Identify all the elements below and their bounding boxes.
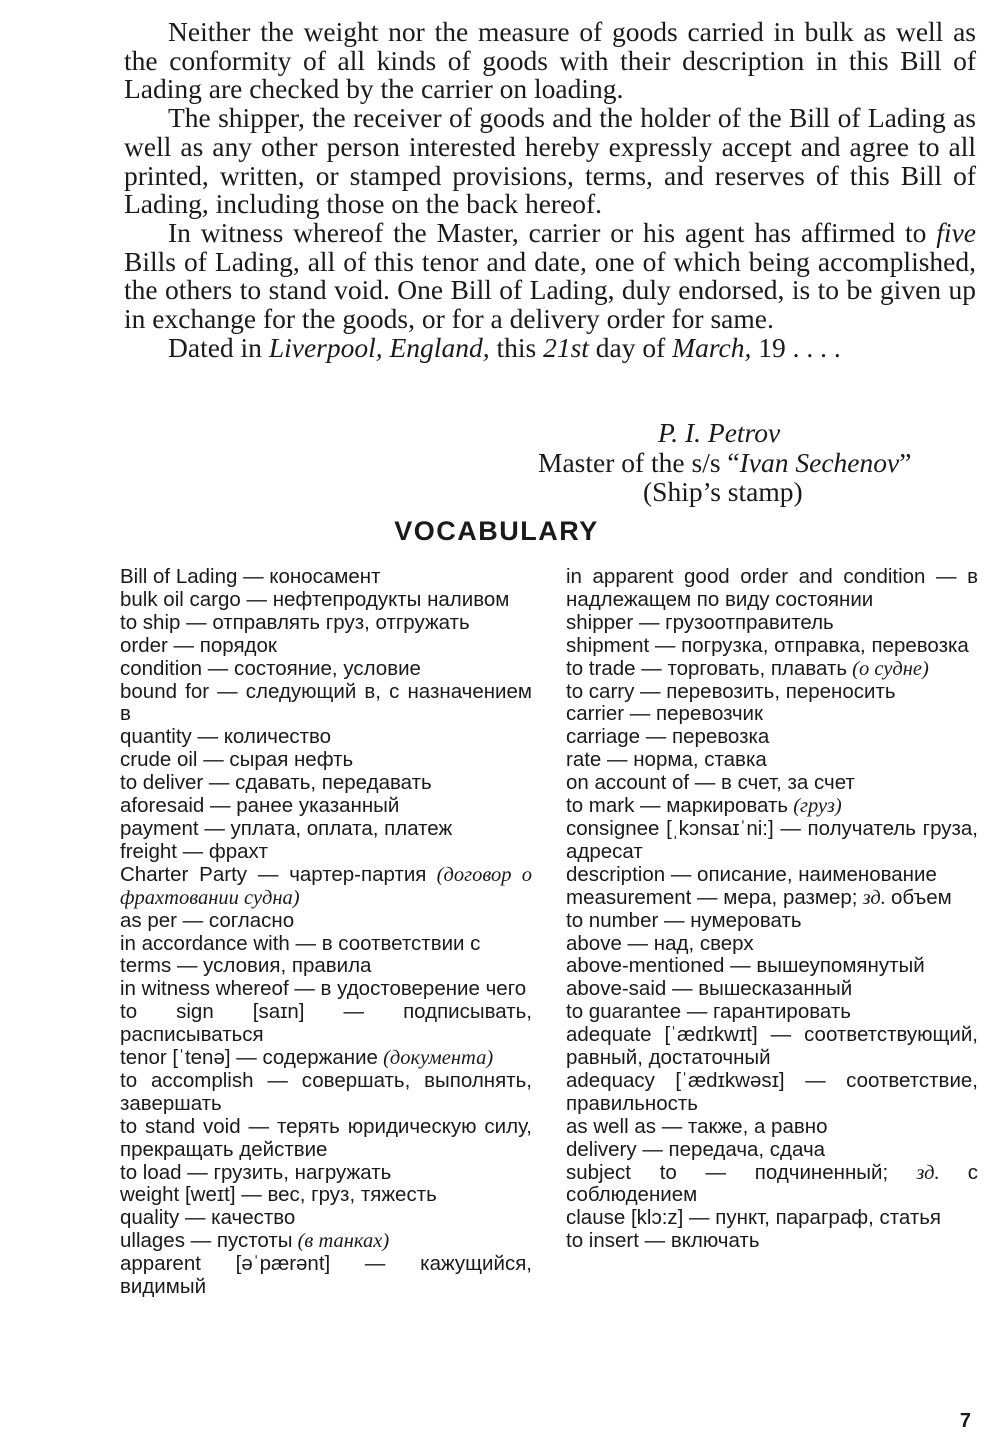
vocabulary-definition: условия, правила (203, 954, 372, 978)
vocabulary-definition: согласно (208, 908, 295, 932)
dash: — (689, 771, 721, 795)
vocabulary-definition: содержание (262, 1046, 378, 1070)
vocabulary-term: tenor [ˈtenə] (120, 1046, 231, 1070)
vocabulary-definition: ранее указанный (236, 794, 400, 818)
vocabulary-definition: вышесказанный (698, 977, 853, 1001)
vocabulary-term: as per (120, 908, 177, 932)
vocabulary-entry (120, 749, 532, 772)
dash: — (665, 862, 698, 886)
vocabulary-definition: кажущийся, видимый (120, 1252, 532, 1299)
vocabulary-definition: отправлять груз, отгружать (212, 610, 470, 634)
vocabulary-entry (566, 1116, 978, 1139)
vocabulary-term: to stand void (120, 1114, 241, 1138)
paragraph-text: The shipper, the receiver of goods and the holder of the Bill of Lading as well as any other person interested hereby expressly accept and agree to all printed, written, or stamped provisions, terms, and reserves of this Bill of Lading, including those on the back hereof. (124, 102, 976, 220)
dash: — (658, 908, 691, 932)
vocabulary-term: to insert (566, 1229, 639, 1253)
vocabulary-term: as well as (566, 1114, 657, 1138)
ship-stamp (643, 477, 803, 507)
dash: — (624, 702, 656, 726)
vocabulary-entry (566, 933, 978, 956)
dash: — (203, 771, 236, 795)
vocabulary-term: order (120, 633, 168, 657)
vocabulary-entry (120, 1184, 532, 1207)
vocabulary-entry (566, 1024, 978, 1070)
dash: — (253, 1068, 302, 1092)
vocabulary-definition: мера, размер; (723, 885, 858, 909)
dash: — (634, 679, 667, 703)
vocabulary-term: to ship (120, 610, 181, 634)
dash: — (240, 1114, 277, 1138)
dash: — (634, 794, 667, 818)
vocabulary-term: freight (120, 839, 177, 863)
vocabulary-entry (566, 566, 978, 612)
dash: — (171, 954, 204, 978)
vocabulary-definition: погрузка, отправка, перевозка (681, 633, 969, 657)
vocabulary-term: condition (120, 656, 203, 680)
vocabulary-entry (120, 1207, 532, 1230)
dash: — (601, 748, 634, 772)
vocabulary-entry (566, 955, 978, 978)
vocabulary-entry (566, 1139, 978, 1162)
vocabulary-entry (120, 1230, 532, 1253)
vocabulary-term: adequacy [ˈædɪkwəsɪ] (566, 1068, 785, 1092)
paragraph-weight-measure (124, 18, 976, 104)
vocabulary-term: shipper (566, 610, 634, 634)
vocabulary-term: ullages (120, 1229, 185, 1253)
vocabulary-entry (120, 1162, 532, 1185)
vocabulary-term: Bill of Lading (120, 565, 238, 588)
vocabulary-definition: включать (670, 1229, 760, 1253)
vocabulary-term: rate (566, 748, 602, 772)
vocabulary-entry (566, 749, 978, 772)
vocabulary-entry (566, 1070, 978, 1116)
vocabulary-entry (120, 1001, 532, 1047)
signature-name-text: P. I. Petrov (658, 417, 781, 448)
dash: — (635, 656, 668, 680)
dash: — (289, 931, 322, 955)
dash: — (649, 633, 682, 657)
vocabulary-term: to accomplish (120, 1068, 254, 1092)
vocabulary-entry (566, 1230, 978, 1253)
vocabulary-entry (566, 726, 978, 749)
signature-title-text: Master of the s/s “ (538, 447, 740, 478)
vocabulary-term: to carry (566, 679, 635, 703)
vocabulary-term: bound for (120, 679, 210, 703)
vocabulary-definition: в счет, за счет (721, 771, 855, 795)
vocabulary-definition: грузить, нагружать (213, 1160, 392, 1184)
bill-of-lading-text (124, 18, 976, 362)
vocabulary-term: payment (120, 816, 199, 840)
dash: — (181, 1160, 214, 1184)
vocabulary-term: weight [weɪt] (120, 1183, 236, 1207)
vocabulary-term: quantity (120, 725, 192, 749)
dash: — (176, 908, 209, 932)
vocabulary-entry (120, 864, 532, 910)
dash: — (640, 725, 672, 749)
dash: — (633, 610, 666, 634)
vocabulary-definition: сырая нефть (229, 748, 354, 772)
vocabulary-definition: терять юридическую силу, прекращать действие (120, 1114, 532, 1161)
vocabulary-term: to sign [saɪn] (120, 1000, 305, 1024)
vocabulary-term: bulk oil cargo (120, 587, 241, 611)
dated-place: Liverpool, England, (268, 331, 490, 363)
vocabulary-entry (120, 933, 532, 956)
dash: — (681, 1000, 714, 1024)
dated-text: 19 . . . . (751, 331, 841, 363)
dash: — (304, 1000, 404, 1024)
dash: — (176, 839, 209, 863)
vocabulary-term: carrier (566, 702, 625, 726)
ship-name: Ivan Sechenov (739, 447, 900, 478)
vocabulary-term: subject to (566, 1160, 677, 1184)
vocabulary-term: measurement (566, 885, 692, 909)
dated-line (124, 331, 976, 363)
paragraph-text: Neither the weight nor the measure of goods carried in bulk as well as the conformity of all kinds of goods with their description in this Bill of Lading are checked by the carrier on loading. (124, 16, 976, 105)
vocabulary-entry (566, 658, 978, 681)
vocabulary-term: crude oil (120, 748, 198, 772)
vocabulary-entry (566, 1162, 978, 1208)
dated-text: this (489, 331, 544, 363)
vocabulary-definition: следующий в, с назначением в (120, 679, 532, 726)
vocabulary-term: Charter Party (120, 862, 248, 886)
dash: — (925, 565, 968, 588)
vocabulary-definition: в удостоверение чего (320, 977, 527, 1001)
dash: — (288, 977, 321, 1001)
vocabulary-definition: состояние, условие (233, 656, 421, 680)
dash: — (724, 954, 757, 978)
dash: — (676, 1160, 755, 1184)
vocabulary-note: зд. (916, 1161, 940, 1184)
vocabulary-term: above (566, 931, 622, 955)
vocabulary-definition: коносамент (269, 565, 381, 588)
vocabulary-note: (в танках) (297, 1230, 390, 1253)
vocabulary-entry (120, 818, 532, 841)
vocabulary-definition: вес, груз, тяжесть (267, 1183, 437, 1207)
vocabulary-definition: объем (891, 885, 952, 909)
dash: — (202, 656, 234, 680)
vocabulary-entry (120, 566, 532, 589)
vocabulary-term: delivery (566, 1137, 637, 1161)
dated-text: day of (588, 331, 673, 363)
page-number: 7 (959, 1410, 971, 1432)
vocabulary-term: description (566, 862, 666, 886)
vocabulary-entry (120, 772, 532, 795)
vocabulary-term: quality (120, 1206, 180, 1230)
vocabulary-definition: фрахт (208, 839, 268, 863)
vocabulary-term: aforesaid (120, 794, 205, 818)
vocabulary-definition: чартер-партия (289, 862, 427, 886)
vocabulary-left-column (120, 566, 532, 1299)
vocabulary-definition: качество (211, 1206, 296, 1230)
vocabulary-definition: перевозить, переносить (666, 679, 896, 703)
dated-month: March, (672, 331, 752, 363)
vocabulary-term: in accordance with (120, 931, 290, 955)
vocabulary-entry (120, 1253, 532, 1299)
vocabulary-definition: гарантировать (713, 1000, 851, 1024)
vocabulary-definition: также, а равно (687, 1114, 828, 1138)
vocabulary-entry (566, 795, 978, 818)
dash: — (191, 725, 224, 749)
vocabulary-term: adequate [ˈædɪkwɪt] (566, 1023, 758, 1047)
vocabulary-term: terms (120, 954, 172, 978)
vocabulary-entry (120, 841, 532, 864)
vocabulary-definition: уплата, оплата, платеж (230, 816, 453, 840)
dash: — (179, 1206, 212, 1230)
vocabulary-term: in witness whereof (120, 977, 289, 1001)
vocabulary-definition: в надлежащем по виду состоянии (566, 565, 978, 611)
dash: — (197, 748, 230, 772)
signature-name (658, 418, 780, 448)
vocabulary-definition: количество (223, 725, 332, 749)
vocabulary-entry (120, 1047, 532, 1070)
vocabulary-definition: перевозчик (656, 702, 763, 726)
vocabulary-entry (566, 818, 978, 864)
vocabulary-definition: с соблюдением (566, 1160, 978, 1207)
vocabulary-entry (566, 1207, 978, 1230)
vocabulary-term: in apparent good order and condition (566, 565, 926, 588)
vocabulary-definition: в соответствии с (321, 931, 481, 955)
vocabulary-definition: передача, сдача (668, 1137, 826, 1161)
vocabulary-definition: маркировать (666, 794, 789, 818)
vocabulary-entry (566, 612, 978, 635)
vocabulary-term: to mark (566, 794, 635, 818)
vocabulary-entry (566, 978, 978, 1001)
vocabulary-note: (документа) (383, 1047, 494, 1070)
vocabulary-definition: подчиненный; (754, 1160, 889, 1184)
dash: — (757, 1023, 805, 1047)
vocabulary-term: to deliver (120, 771, 204, 795)
vocabulary-entry (120, 726, 532, 749)
vocabulary-entry (566, 703, 978, 726)
vocabulary-term: above-mentioned (566, 954, 725, 978)
vocabulary-note: (договор о фрахтовании судна) (120, 863, 532, 909)
vocabulary-note: (о судне) (852, 657, 929, 680)
vocabulary-entry (566, 1001, 978, 1024)
vocabulary-heading: VOCABULARY (394, 516, 599, 546)
vocabulary-definition: грузоотправитель (665, 610, 834, 634)
vocabulary-entry (566, 864, 978, 887)
vocabulary-entry (120, 978, 532, 1001)
vocabulary-term: above-said (566, 977, 667, 1001)
vocabulary-definition: над, сверх (653, 931, 754, 955)
dash: — (691, 885, 724, 909)
vocabulary-term: consignee [ˌkɔnsaɪˈni:] (566, 816, 774, 840)
vocabulary-entry (566, 635, 978, 658)
vocabulary-entry (566, 681, 978, 704)
vocabulary-definition: соответствующий, равный, достаточный (566, 1023, 978, 1070)
vocabulary-definition: совершать, выполнять, завершать (120, 1068, 532, 1115)
vocabulary-right-column (566, 566, 978, 1253)
signature-title-text: ” (899, 447, 912, 478)
vocabulary-definition: нумеровать (690, 908, 802, 932)
vocabulary-term: to trade (566, 656, 636, 680)
vocabulary-definition: сдавать, передавать (235, 771, 432, 795)
vocabulary-term: clause [klɔ:z] (566, 1206, 684, 1230)
dash: — (240, 587, 273, 611)
vocabulary-note: (груз) (793, 795, 842, 818)
vocabulary-term: to load (120, 1160, 182, 1184)
paragraph-text: In witness whereof the Master, carrier or his agent has affirmed to (168, 216, 937, 248)
vocabulary-entry (120, 589, 532, 612)
vocabulary-term: to guarantee (566, 1000, 682, 1024)
vocabulary-entry (120, 635, 532, 658)
vocabulary-entry (566, 772, 978, 795)
dash: — (330, 1252, 421, 1276)
vocabulary-definition: получатель груза, адресат (566, 816, 978, 863)
dash: — (636, 1137, 669, 1161)
dash: — (184, 1229, 217, 1253)
dash: — (167, 633, 200, 657)
vocabulary-term: carriage (566, 725, 641, 749)
vocabulary-term: on account of (566, 771, 690, 795)
dash: — (666, 977, 699, 1001)
paragraph-shipper-agreement (124, 104, 976, 219)
vocabulary-definition: вышеупомянутый (756, 954, 925, 978)
italic-word: five (936, 216, 976, 248)
vocabulary-term: shipment (566, 633, 650, 657)
dash: — (638, 1229, 671, 1253)
dash: — (237, 565, 270, 588)
vocabulary-entry (120, 612, 532, 635)
dash: — (180, 610, 213, 634)
vocabulary-entry (120, 955, 532, 978)
dash: — (656, 1114, 688, 1138)
dated-text: Dated in (168, 331, 269, 363)
vocabulary-entry (120, 795, 532, 818)
dash: — (235, 1183, 268, 1207)
vocabulary-entry (120, 1116, 532, 1162)
vocabulary-definition: пункт, параграф, статья (715, 1206, 942, 1230)
vocabulary-entry (566, 887, 978, 910)
dash: — (204, 794, 237, 818)
dash: — (773, 816, 808, 840)
vocabulary-definition: пустоты (216, 1229, 293, 1253)
ship-stamp-text: (Ship’s stamp) (643, 476, 803, 507)
dated-day: 21st (543, 331, 589, 363)
dash: — (209, 679, 246, 703)
dash: — (198, 816, 231, 840)
paragraph-in-witness (124, 216, 976, 335)
vocabulary-entry (566, 910, 978, 933)
signature-title (538, 448, 911, 478)
vocabulary-entry (120, 658, 532, 681)
vocabulary-definition: соответствие, правильность (566, 1068, 978, 1115)
vocabulary-definition: описание, наименование (697, 862, 937, 886)
dash: — (621, 931, 654, 955)
vocabulary-entry (120, 910, 532, 933)
paragraph-text: Bills of Lading, all of this tenor and date, one of which being accomplished, the others to stand void. One Bill of Lading, duly endorsed, is to be given up in exchange for the goods, or for a delivery order for same. (124, 245, 976, 335)
vocabulary-term: apparent [əˈpærənt] (120, 1252, 331, 1276)
vocabulary-definition: подписывать, расписываться (120, 1000, 532, 1047)
vocabulary-definition: нефтепродукты наливом (272, 587, 510, 611)
dash: — (683, 1206, 716, 1230)
vocabulary-term: to number (566, 908, 659, 932)
dash: — (247, 862, 290, 886)
vocabulary-entry (120, 681, 532, 727)
dash: — (784, 1068, 847, 1092)
vocabulary-definition: порядок (199, 633, 277, 657)
vocabulary-note: зд. (862, 886, 886, 909)
vocabulary-definition: перевозка (671, 725, 770, 749)
vocabulary-definition: норма, ставка (633, 748, 767, 772)
dash: — (230, 1046, 263, 1070)
vocabulary-entry (120, 1070, 532, 1116)
vocabulary-definition: торговать, плавать (667, 656, 848, 680)
